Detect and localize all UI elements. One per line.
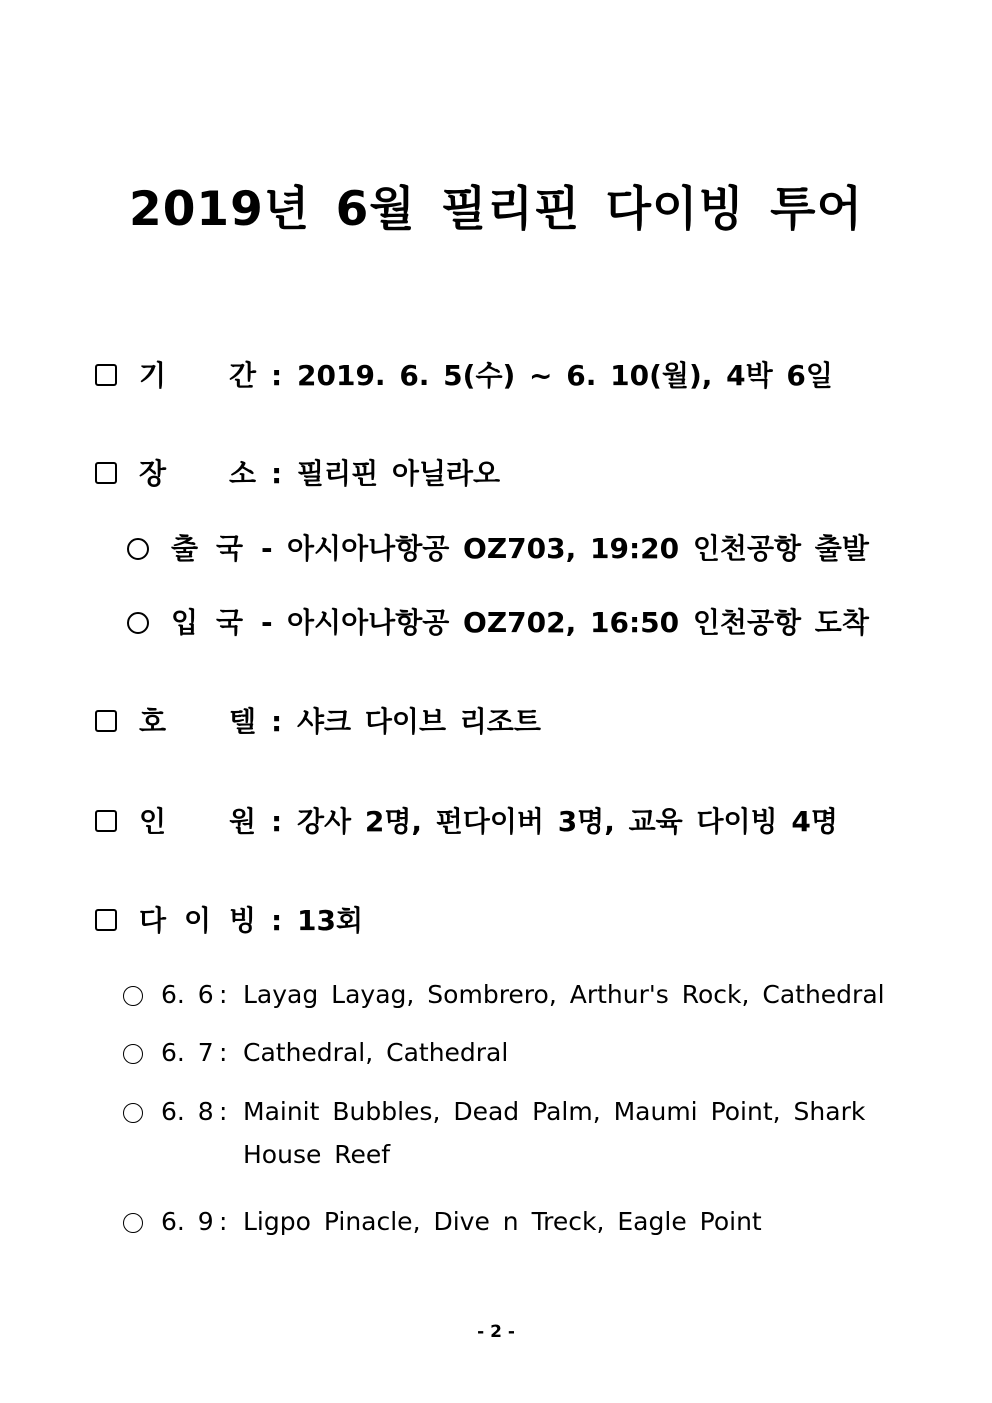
arrival-label-first: 입: [171, 606, 199, 639]
dive-item: [123, 1036, 903, 1072]
circle-bullet: [127, 612, 149, 634]
period-value: 2019. 6. 5(수) ~ 6. 10(월), 4박 6일: [297, 359, 833, 392]
people-value: 강사 2명, 펀다이버 3명, 교육 다이빙 4명: [297, 805, 838, 838]
circle-bullet: [127, 538, 149, 560]
checkbox-square: [95, 462, 117, 484]
section-diving: [95, 903, 915, 939]
dive-colon: :: [219, 980, 228, 1009]
arrival-row: [127, 605, 927, 641]
section-hotel: [95, 704, 915, 740]
dive-date: 6. 9: [161, 1207, 214, 1236]
hotel-label-second: 텔: [229, 705, 257, 738]
period-colon: :: [271, 359, 283, 392]
diving-value: 13회: [297, 904, 364, 937]
departure-label-first: 출: [171, 532, 199, 565]
departure-label-second: 국: [216, 532, 244, 565]
place-label-first: 장: [139, 457, 167, 490]
dive-colon: :: [219, 1038, 228, 1067]
circle-bullet: [123, 1213, 143, 1233]
checkbox-square: [95, 364, 117, 386]
hotel-label-first: 호: [139, 705, 167, 738]
hotel-colon: :: [271, 705, 283, 738]
people-label-second: 원: [229, 805, 257, 838]
dive-sites-continued: House Reef: [243, 1140, 391, 1169]
period-label-second: 간: [229, 359, 257, 392]
dive-date: 6. 8: [161, 1097, 214, 1126]
departure-dash: -: [261, 532, 273, 565]
dive-item: [123, 978, 903, 1014]
arrival-value: 아시아나항공 OZ702, 16:50 인천공항 도착: [287, 606, 869, 639]
dive-colon: :: [219, 1207, 228, 1236]
circle-bullet: [123, 1044, 143, 1064]
section-place: [95, 456, 915, 492]
place-colon: :: [271, 457, 283, 490]
dive-date: 6. 6: [161, 980, 214, 1009]
section-period: [95, 358, 915, 394]
checkbox-square: [95, 810, 117, 832]
dive-sites: Cathedral, Cathedral: [243, 1038, 509, 1067]
dive-colon: :: [219, 1097, 228, 1126]
page-number: - 2 -: [477, 1322, 515, 1342]
checkbox-square: [95, 710, 117, 732]
arrival-label-second: 국: [216, 606, 244, 639]
dive-date: 6. 7: [161, 1038, 214, 1067]
document-title: 2019년 6월 필리핀 다이빙 투어: [129, 182, 863, 237]
dive-sites: Ligpo Pinacle, Dive n Treck, Eagle Point: [243, 1207, 762, 1236]
departure-row: [127, 531, 927, 567]
departure-value: 아시아나항공 OZ703, 19:20 인천공항 출발: [287, 532, 869, 565]
diving-label-first: 다: [139, 904, 167, 937]
hotel-value: 샤크 다이브 리조트: [297, 705, 541, 738]
period-label-first: 기: [139, 359, 167, 392]
people-colon: :: [271, 805, 283, 838]
dive-sites: Mainit Bubbles, Dead Palm, Maumi Point, Shark: [243, 1097, 866, 1126]
section-people: [95, 804, 915, 840]
people-label-first: 인: [139, 805, 167, 838]
dive-item: [123, 1095, 903, 1175]
diving-colon: :: [271, 904, 283, 937]
circle-bullet: [123, 986, 143, 1006]
dive-item: [123, 1205, 903, 1241]
arrival-dash: -: [261, 606, 273, 639]
circle-bullet: [123, 1103, 143, 1123]
diving-label-last: 빙: [229, 904, 257, 937]
place-label-second: 소: [229, 457, 257, 490]
checkbox-square: [95, 909, 117, 931]
diving-label-middle: 이: [184, 904, 212, 937]
dive-sites: Layag Layag, Sombrero, Arthur's Rock, Cathedral: [243, 980, 885, 1009]
place-value: 필리핀 아닐라오: [297, 457, 501, 490]
